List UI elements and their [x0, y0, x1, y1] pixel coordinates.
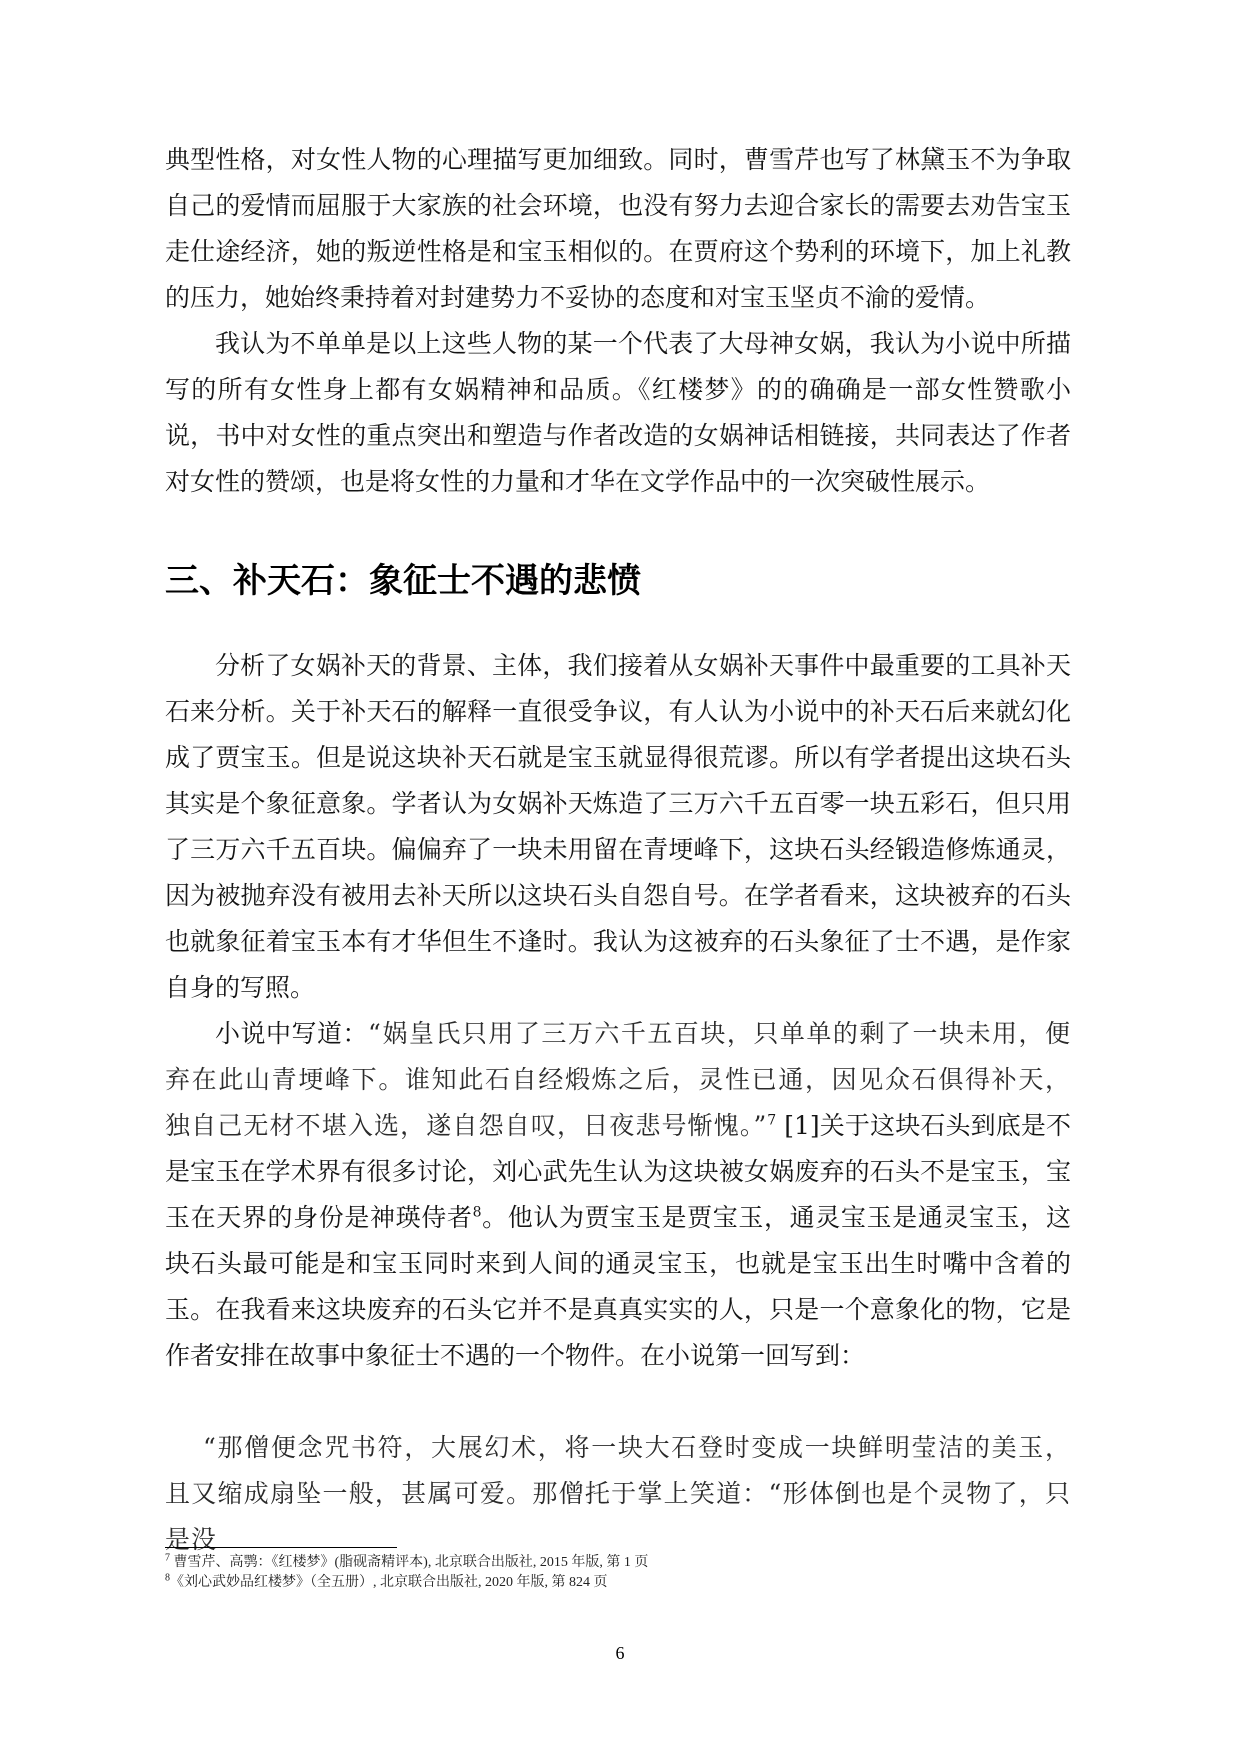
footnote-7-mark: 7 — [165, 1552, 170, 1564]
footnote-7-text: 曹雪芹、高鹗：《红楼梦》(脂砚斋精评本), 北京联合出版社, 2015 年版, 第 1 页 — [170, 1555, 649, 1570]
footnote-separator — [165, 1547, 397, 1548]
novel-quote-2: “那僧便念咒书符，大展幻术，将一块大石登时变成一块鲜明莹洁的美玉，且又缩成扇坠一般，甚属可爱。那僧托于掌上笑道：“形体倒也是个灵物了，只是没 — [165, 1433, 1071, 1554]
footnote-8 — [165, 1573, 1071, 1593]
footnote-8-text: 《刘心武妙品红楼梦》（全五册）, 北京联合出版社, 2020 年版, 第 824 页 — [170, 1575, 608, 1590]
footnote-ref-8: 8 — [472, 1204, 482, 1221]
novel-quote-1: “娲皇氏只用了三万六千五百块，只单单的剩了一块未用，便弃在此山青埂峰下。谁知此石自经煅炼之后，灵性已通，因见众石俱得补天，独自己无材不堪入选，遂自怨自叹，日夜悲号惭愧。” — [165, 1019, 1071, 1140]
footnote-8-mark: 8 — [165, 1572, 170, 1584]
section-heading: 三、补天石：象征士不遇的悲愤 — [165, 561, 641, 601]
footnote-ref-7: 7 — [767, 1112, 777, 1129]
body-paragraph-4 — [165, 1011, 1071, 1379]
body-paragraph-3: 分析了女娲补天的背景、主体，我们接着从女娲补天事件中最重要的工具补天石来分析。关于补天石的解释一直很受争议，有人认为小说中的补天石后来就幻化成了贾宝玉。但是说这块补天石就是宝玉就显得很荒谬。所以有学者提出这块石头其实是个象征意象。学者认为女娲补天炼造了三万六千五百零一块五彩石，但只用了三万六千五百块。偏偏弃了一块未用留在青埂峰下，这块石头经锻造修炼通灵，因为被抛弃没有被用去补天所以这块石头自怨自号。在学者看来，这块被弃的石头也就象征着宝玉本有才华但生不逢时。我认为这被弃的石头象征了士不遇，是作家自身的写照。 — [165, 651, 1071, 1002]
paragraph-4-middle: [1]关于这块石头到底是不是宝玉在学术界有很多讨论，刘心武先生认为这块被女娲废弃的石头不是宝玉，宝玉在天界的身份是神瑛侍者 — [165, 1111, 1071, 1232]
footnote-7 — [165, 1553, 1071, 1573]
body-paragraph-2: 我认为不单单是以上这些人物的某一个代表了大母神女娲，我认为小说中所描写的所有女性身上都有女娲精神和品质。《红楼梦》的的确确是一部女性赞歌小说，书中对女性的重点突出和塑造与作者改造的女娲神话相链接，共同表达了作者对女性的赞颂，也是将女性的力量和才华在文学作品中的一次突破性展示。 — [165, 329, 1071, 496]
page-number: 6 — [615, 1643, 625, 1663]
body-paragraph-1: 典型性格，对女性人物的心理描写更加细致。同时，曹雪芹也写了林黛玉不为争取自己的爱情而屈服于大家族的社会环境，也没有努力去迎合家长的需要去劝告宝玉走仕途经济，她的叛逆性格是和宝玉相似的。在贾府这个势利的环境下，加上礼教的压力，她始终秉持着对封建势力不妥协的态度和对宝玉坚贞不渝的爱情。 — [165, 145, 1071, 312]
paragraph-4-lead: 小说中写道： — [215, 1019, 369, 1048]
paragraph-4-tail: 。他认为贾宝玉是贾宝玉，通灵宝玉是通灵宝玉，这块石头最可能是和宝玉同时来到人间的通灵宝玉，也就是宝玉出生时嘴中含着的玉。在我看来这块废弃的石头它并不是真真实实的人，只是一个意象化的物，它是作者安排在故事中象征士不遇的一个物件。在小说第一回写到： — [165, 1203, 1071, 1370]
footnotes — [165, 1553, 1071, 1593]
